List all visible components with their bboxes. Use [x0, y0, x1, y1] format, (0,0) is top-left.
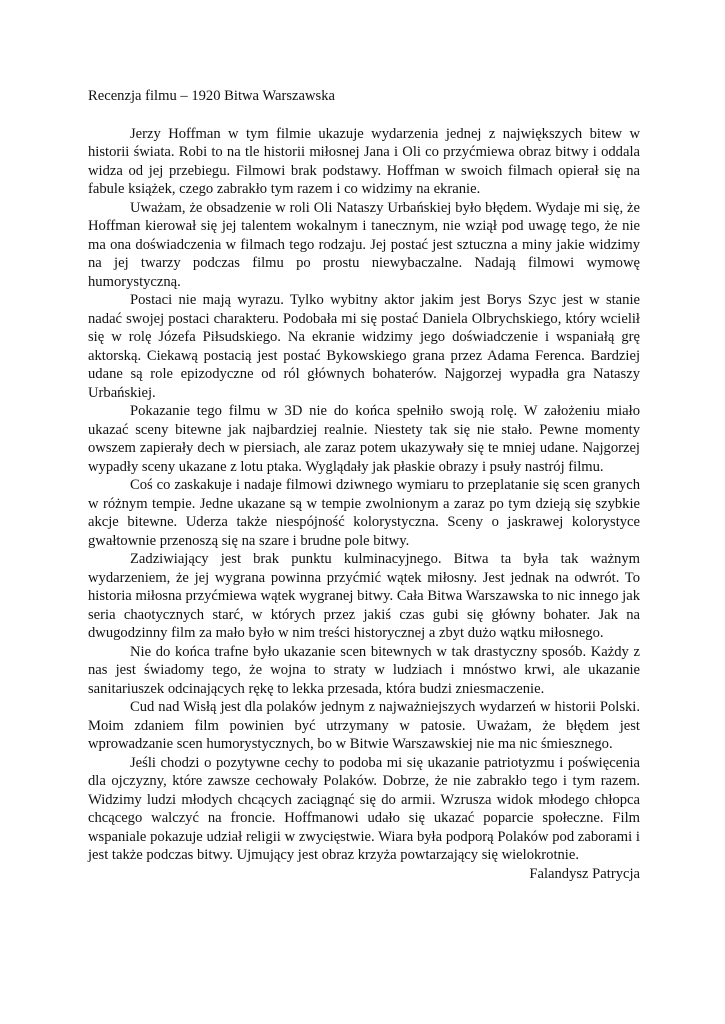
paragraph-4: Pokazanie tego filmu w 3D nie do końca spełniło swoją rolę. W założeniu miało ukazać sceny bitewne jak najbardziej realnie. Niestety tak się nie stało. Pewne momenty owszem zapierały dech w piersiach, ale zaraz potem ukazywały się te mniej udane. Najgorzej wypadły sceny ukazane z lotu ptaka. Wyglądały jak płaskie obrazy i psuły nastrój filmu. [88, 403, 640, 475]
paragraph-7: Nie do końca trafne było ukazanie scen bitewnych w tak drastyczny sposób. Każdy z nas jest świadomy tego, że wojna to straty w ludziach i mnóstwo krwi, ale ukazanie sanitariuszek odcinających rękę to lekka przesada, która budzi zniesmaczenie. [88, 643, 640, 697]
document-title: Recenzja filmu – 1920 Bitwa Warszawska [88, 88, 335, 104]
paragraph-6: Zadziwiający jest brak punktu kulminacyjnego. Bitwa ta była tak ważnym wydarzeniem, że jej wygrana powinna przyćmić wątek miłosny. Jest jednak na odwrót. To historia miłosna przyćmiewa wątek wygranej bitwy. Cała Bitwa Warszawska to nic innego jak seria chaotycznych starć, w których przez jakiś czas gubi się główny bohater. Jak na dwugodzinny film za mało było w nim treści historycznej a zbyt dużo wątku miłosnego. [88, 551, 640, 641]
paragraph-2: Uważam, że obsadzenie w roli Oli Nataszy Urbańskiej było błędem. Wydaje mi się, że Hoffman kierował się jej talentem wokalnym i tanecznym, nie wziął pod uwagę tego, że nie ma ona doświadczenia w filmach tego rodzaju. Jej postać jest sztuczna a miny jakie widzimy na jej twarzy podczas filmu po prostu niewybaczalne. Nadają filmowi wymowę humorystyczną. [88, 199, 640, 290]
document-page [88, 87, 640, 883]
paragraph-1: Jerzy Hoffman w tym filmie ukazuje wydarzenia jednej z największych bitew w historii świata. Robi to na tle historii miłosnej Jana i Oli co przyćmiewa obraz bitwy i oddala widza od jej przebiegu. Filmowi brak podstawy. Hoffman w swoich filmach opierał się na fabule książek, czego zabrakło tym razem i co widzimy na ekranie. [88, 125, 640, 197]
paragraph-8: Cud nad Wisłą jest dla polaków jednym z najważniejszych wydarzeń w historii Polski. Moim zdaniem film powinien być utrzymany w patosie. Uważam, że błędem jest wprowadzanie scen humorystycznych, bo w Bitwie Warszawskiej nie ma nic śmiesznego. [88, 699, 640, 752]
author-signature: Falandysz Patrycja [529, 865, 640, 882]
paragraph-5: Coś co zaskakuje i nadaje filmowi dziwnego wymiaru to przeplatanie się scen granych w różnym tempie. Jedne ukazane są w tempie zwolnionym a zaraz po tym dzieją się szybkie akcje bitewne. Uderza także niespójność kolorystyczna. Sceny o jaskrawej kolorystyce gwałtownie przenoszą się na szare i brudne pole bitwy. [88, 477, 640, 549]
paragraph-3: Postaci nie mają wyrazu. Tylko wybitny aktor jakim jest Borys Szyc jest w stanie nadać swojej postaci charakteru. Podobała mi się postać Daniela Olbrychskiego, który wcielił się w rolę Józefa Piłsudskiego. Na ekranie widzimy jego doświadczenie i wspaniałą grę aktorską. Ciekawą postacią jest postać Bykowskiego grana przez Adama Ferenca. Bardziej udane są role epizodyczne od ról głównych bohaterów. Najgorzej wypadła gra Nataszy Urbańskiej. [88, 292, 640, 401]
paragraph-9: Jeśli chodzi o pozytywne cechy to podoba mi się ukazanie patriotyzmu i poświęcenia dla ojczyzny, które zawsze cechowały Polaków. Dobrze, że nie zabrakło tego i tym razem. Widzimy ludzi młodych chcących zaciągnąć się do armii. Wzrusza widok młodego chłopca chcącego walczyć na froncie. Hoffmanowi udało się ukazać poparcie społeczne. Film wspaniale pokazuje udział religii w zwycięstwie. Wiara była podporą Polaków pod zaborami i jest także podczas bitwy. Ujmujący jest obraz krzyża powtarzający się wielokrotnie. [88, 754, 640, 863]
